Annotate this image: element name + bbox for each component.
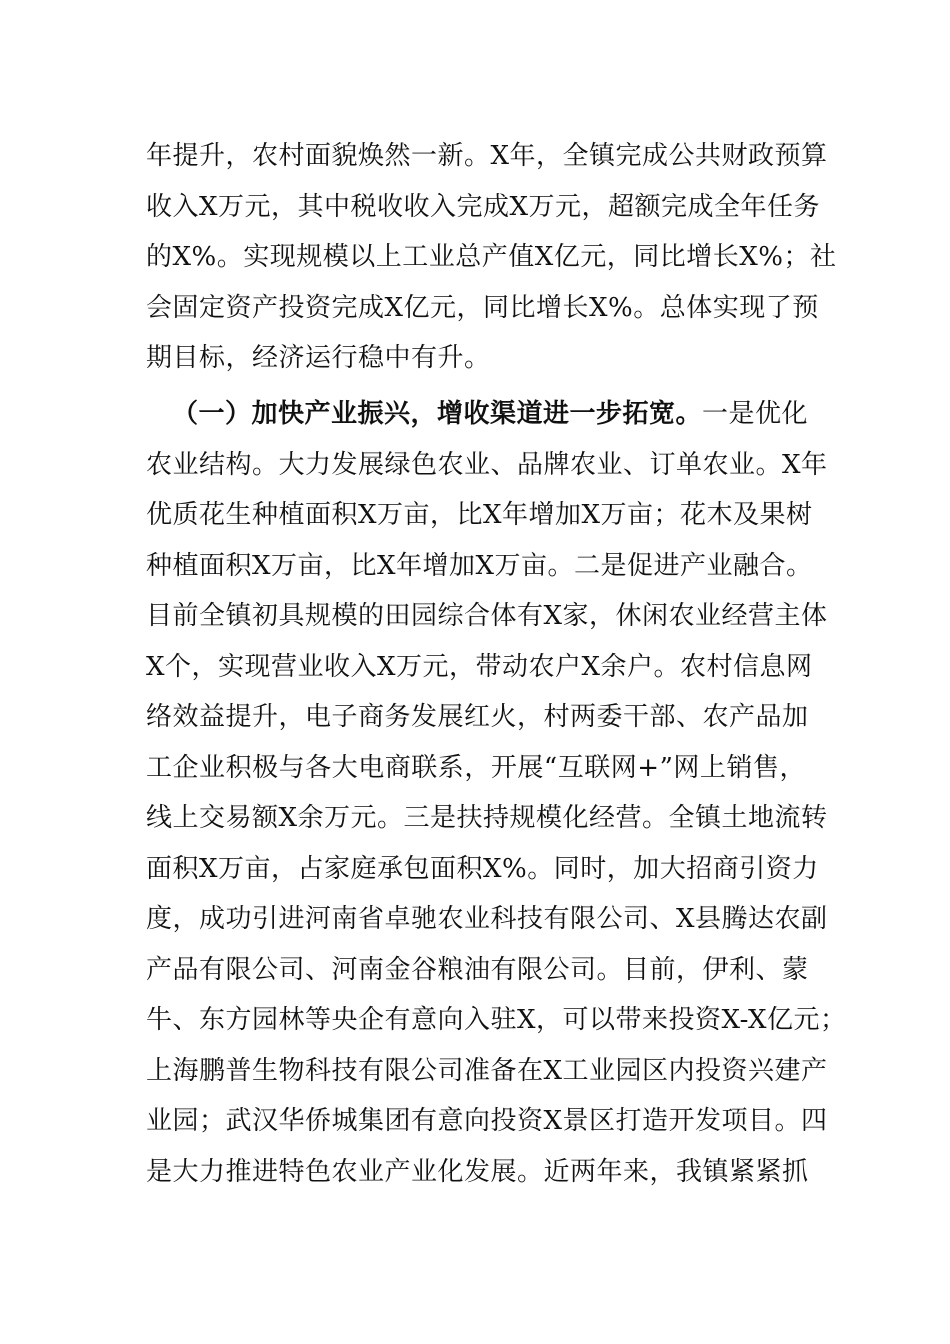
text-line-with-heading bbox=[146, 389, 809, 440]
text-line: 度，成功引进河南省卓驰农业科技有限公司、X县腾达农副 bbox=[146, 904, 828, 934]
text-line: 年提升，农村面貌焕然一新。X年，全镇完成公共财政预算 bbox=[146, 141, 828, 171]
text-line: 牛、东方园林等央企有意向入驻X，可以带来投资X-X亿元； bbox=[146, 1005, 847, 1035]
text-line: 期目标，经济运行稳中有升。 bbox=[146, 343, 491, 373]
text-line: X个，实现营业收入X万元，带动农户X余户。农村信息网 bbox=[146, 651, 813, 682]
text-line: 收入X万元，其中税收收入完成X万元，超额完成全年任务 bbox=[146, 191, 821, 222]
text-line: 工企业积极与各大电商联系，开展“互联网+”网上销售， bbox=[146, 752, 806, 783]
text-line: 目前全镇初具规模的田园综合体有X家，休闲农业经营主体 bbox=[146, 601, 828, 631]
section-heading: （一）加快产业振兴，增收渠道进一步拓宽。 bbox=[172, 399, 703, 429]
text-line: 线上交易额X余万元。三是扶持规模化经营。全镇土地流转 bbox=[146, 803, 828, 833]
text-line: 业园；武汉华侨城集团有意向投资X景区打造开发项目。四 bbox=[146, 1106, 828, 1136]
text-line: 上海鹏普生物科技有限公司准备在X工业园区内投资兴建产 bbox=[146, 1055, 828, 1086]
text-line: 优质花生种植面积X万亩，比X年增加X万亩；花木及果树 bbox=[146, 500, 813, 530]
paragraph-industry-revitalization bbox=[146, 389, 847, 1197]
text-line: 农业结构。大力发展绿色农业、品牌农业、订单农业。X年 bbox=[146, 449, 828, 480]
text-line: 产品有限公司、河南金谷粮油有限公司。目前，伊利、蒙 bbox=[146, 954, 809, 985]
text-line: 会固定资产投资完成X亿元，同比增长X%。总体实现了预 bbox=[146, 292, 819, 323]
text-line: 的X%。实现规模以上工业总产值X亿元，同比增长X%；社 bbox=[146, 242, 837, 272]
paragraph-economic-summary bbox=[146, 131, 837, 384]
text-line: 络效益提升，电子商务发展红火，村两委干部、农产品加 bbox=[146, 702, 809, 732]
text-line: 种植面积X万亩，比X年增加X万亩。二是促进产业融合。 bbox=[146, 550, 813, 581]
text-fragment: 一是优化 bbox=[702, 399, 809, 429]
text-line: 面积X万亩，占家庭承包面积X%。同时，加大招商引资力 bbox=[146, 853, 819, 884]
text-line: 是大力推进特色农业产业化发展。近两年来，我镇紧紧抓 bbox=[146, 1156, 809, 1187]
